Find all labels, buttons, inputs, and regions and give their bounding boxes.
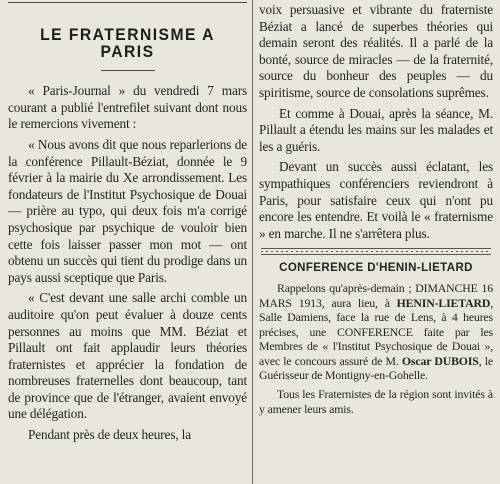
article-paragraph: Devant un succès aussi éclatant, les sympathiques conférenciers reviendront à Paris, pour satisfaire ceux qui n'ont pu encore les entendre. Et voilà le « fraternisme » en marche. Il ne s'arrêtera plus.: [259, 159, 493, 241]
section-separator: [261, 248, 491, 255]
article-column-left: [8, 2, 247, 444]
article-column-right: [259, 2, 493, 416]
notice-body: [259, 281, 493, 416]
article-paragraph: « C'est devant une salle archi comble un auditoire qu'on peut évaluer à douze cents personnes au moins que MM. Béziat et Pillault ont fait applaudir leurs théories fraternistes et apprécier la fondation de nombreuses fraternelles dont beaucoup, tant de province que de l'étranger, avaient envoyé une délégation.: [8, 290, 247, 422]
notice-place: HENIN-LIETARD: [396, 295, 491, 310]
column-divider: [252, 0, 253, 484]
notice-date: DIMANCHE 16 MARS 1913: [259, 280, 493, 310]
notice-paragraph: Tous les Fraternistes de la région sont invités à y amener leurs amis.: [259, 387, 493, 416]
notice-paragraph: [259, 281, 493, 383]
notice-person: Oscar DUBOIS: [401, 353, 479, 368]
notice-text: , le Guérisseur de Montigny-en-Gohelle.: [259, 353, 493, 383]
notice-text: , aura lieu, à: [321, 295, 397, 310]
article-paragraph: Pendant près de deux heures, la: [28, 427, 191, 443]
notice-text: faite par les Membres de « l'Institut Psychosique de Douai », avec le concours assuré de M.: [259, 324, 493, 368]
headline-rule: [101, 70, 155, 71]
article-paragraph: « Paris-Journal » du vendredi 7 mars courant a publié l'entrefilet suivant dont nous le remercions vivement :: [8, 83, 247, 132]
article-paragraph: « Nous avons dit que nous reparlerions de la conférence Pillault-Béziat, donnée le 9 février à la mairie du Xe arrondissement. Les fondateurs de l'Institut Psychosique de Douai — prière au typo, qui deux fois m'a corrigé psychosique par psychique de vouloir bien cette fois laisser passer mon mot — ont obtenu un succès qui tient du prodige dans un pays aussi sceptique que Paris.: [8, 136, 247, 285]
notice-event: CONFERENCE: [336, 324, 413, 339]
notice-headline: CONFERENCE D'HENIN-LIETARD: [279, 262, 473, 275]
notice-text: , Salle Damiens, face la rue de Lens, à 4 heures précises, une: [259, 295, 493, 339]
article-paragraph: voix persuasive et vibrante du fraterniste Béziat a lancé de superbes théories qui demain seront des réalités. Il a parlé de la bonté, source de miracles — de la fraternité, source du bonheur des peuples — du spiritisme, source de consolations suprêmes.: [259, 2, 493, 100]
article-headline: LE FRATERNISME A PARIS: [40, 25, 215, 61]
article-paragraph: Et comme à Douai, après la séance, M. Pillault a étendu les mains sur les malades et les a guéris.: [259, 105, 493, 154]
notice-text: Rappelons qu'après-demain ;: [277, 280, 416, 295]
top-rule: [8, 2, 247, 3]
